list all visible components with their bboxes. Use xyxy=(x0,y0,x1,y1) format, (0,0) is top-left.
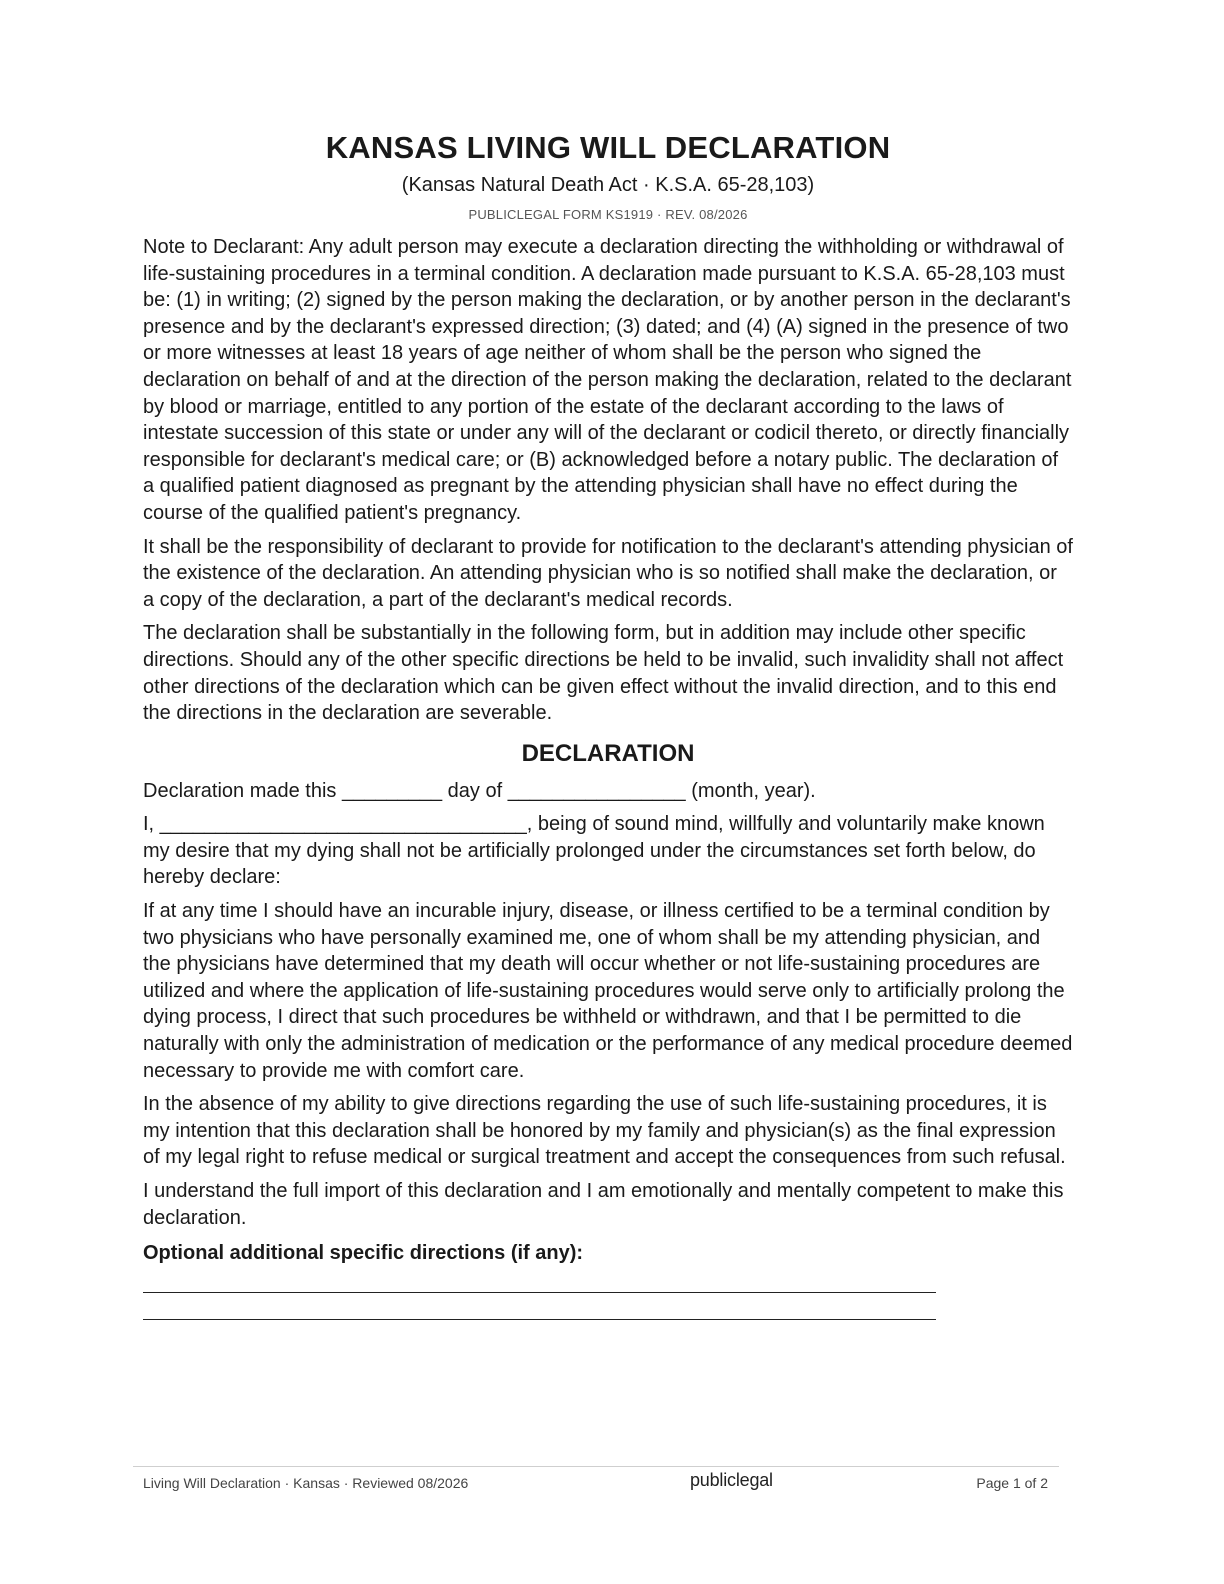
competency-paragraph: I understand the full import of this declaration and I am emotionally and mentally competent to make this declaration. xyxy=(143,1180,1064,1229)
severability-paragraph: The declaration shall be substantially in the following form, but in addition may include other specific directions. Should any of the other specific directions be held to be invalid, such invalidity shall not affect other directions of the declaration which can be given effect without the invalid direction, and to this end the directions in the declaration are severable. xyxy=(143,622,1064,725)
notification-paragraph: It shall be the responsibility of declarant to provide for notification to the declarant's attending physician of the existence of the declaration. An attending physician who is so notified shall make the declaration, or a copy of the declaration, a part of the declarant's medical records. xyxy=(143,535,1073,611)
terminal-condition-paragraph: If at any time I should have an incurable injury, disease, or illness certified to be a terminal condition by two physicians who have personally examined me, one of whom shall be my attending physician, and the physicians have determined that my death will occur whether or not life-sustaining procedures are utilized and where the application of life-sustaining procedures would serve only to artificially prolong the dying process, I direct that such procedures be withheld or withdrawn, and that I be permitted to die naturally with only the administration of medication or the performance of any medical procedure deemed necessary to provide me with comfort care. xyxy=(143,900,1073,1082)
document-subtitle: (Kansas Natural Death Act · K.S.A. 65-28,103) xyxy=(401,174,815,196)
publiclegal-logo: publiclegal xyxy=(690,1470,773,1490)
declaration-heading: DECLARATION xyxy=(521,739,695,767)
declarant-identity: I, _________________________________, being of sound mind, willfully and voluntarily make known my desire that my dying shall not be artificially prolonged under the circumstances set forth below, do hereby declare: xyxy=(143,813,1045,889)
optional-directions-heading: Optional additional specific directions (if any): xyxy=(143,1242,584,1265)
footer-document-info: Living Will Declaration · Kansas · Reviewed 08/2026 xyxy=(143,1475,469,1491)
absence-paragraph: In the absence of my ability to give directions regarding the use of such life-sustaining procedures, it is my intention that this declaration shall be honored by my family and physician(s) as the final expression of my legal right to refuse medical or surgical treatment and accept the consequences from such refusal. xyxy=(143,1093,1066,1169)
footer-divider xyxy=(133,1466,1059,1467)
form-code: PUBLICLEGAL FORM KS1919 · REV. 08/2026 xyxy=(468,207,748,222)
directions-line-2[interactable] xyxy=(143,1293,936,1320)
document-title: KANSAS LIVING WILL DECLARATION xyxy=(325,130,891,165)
declaration-date-line: Declaration made this _________ day of ________________ (month, year). xyxy=(143,779,816,802)
directions-line-1[interactable] xyxy=(143,1266,936,1293)
document-page xyxy=(143,128,1073,1320)
page-number: Page 1 of 2 xyxy=(976,1475,1048,1491)
note-to-declarant: Note to Declarant: Any adult person may execute a declaration directing the withholding or withdrawal of life-sustaining procedures in a terminal condition. A declaration made pursuant to K.S.A. 65-28,103 must be: (1) in writing; (2) signed by the person making the declaration, or by another person in the declarant's presence and by the declarant's expressed direction; (3) dated; and (4) (A) signed in the presence of two or more witnesses at least 18 years of age neither of whom shall be the person who signed the declaration on behalf of and at the direction of the person making the declaration, related to the declarant by blood or marriage, entitled to any portion of the estate of the declarant according to the laws of intestate succession of this state or under any will of the declarant or codicil thereto, or directly financially responsible for declarant's medical care; or (B) acknowledged before a notary public. The declaration of a qualified patient diagnosed as pregnant by the attending physician shall have no effect during the course of the qualified patient's pregnancy. xyxy=(143,236,1072,524)
